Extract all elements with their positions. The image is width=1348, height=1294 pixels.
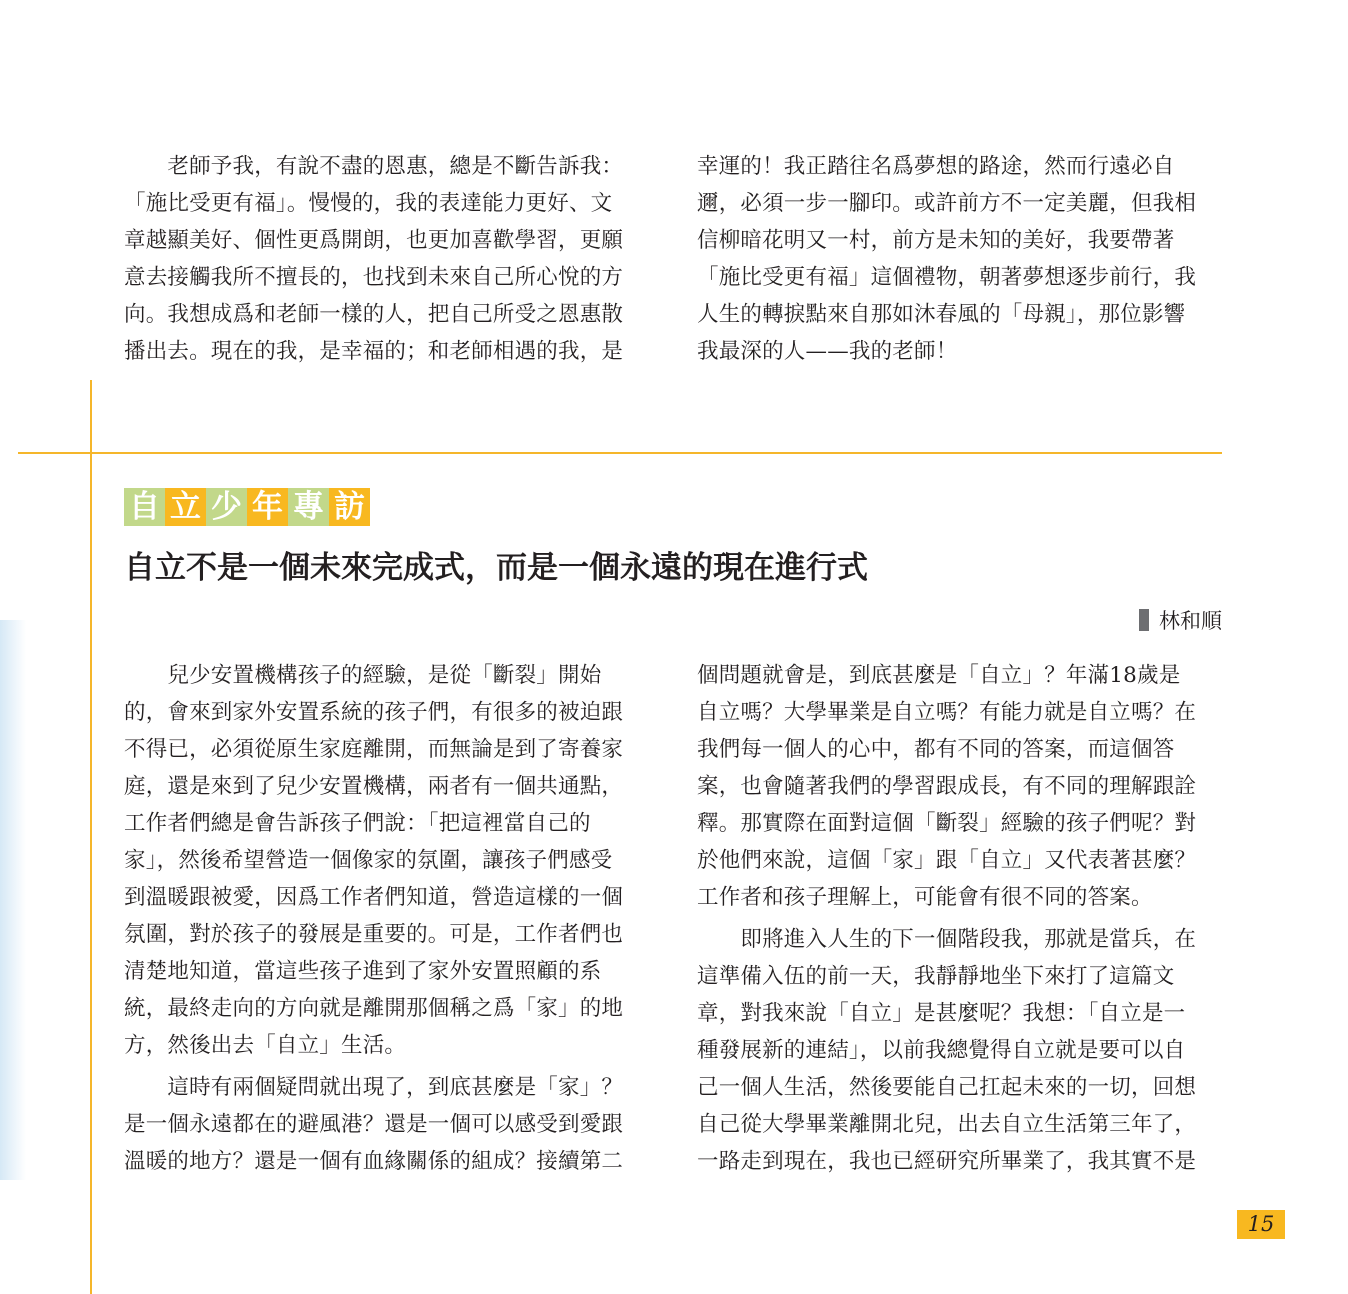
section-tag: [124, 488, 370, 526]
tag-char: 立: [165, 488, 206, 526]
author-name: 林和順: [1159, 609, 1222, 633]
paragraph: 兒少安置機構孩子的經驗，是從「斷裂」開始 的，會來到家外安置系統的孩子們，有很多的被迫跟 不得已，必須從原生家庭離開，而無論是到了寄養家 庭，還是來到了兒少安置機構，兩者有一個共通點， 工作者們總是會告訴孩子們說：「把這裡當自己的 家」，然後希望營造一個像家的氛圍，讓孩子們感受 到溫暖跟被愛，因爲工作者們知道，營造這樣的一個 氛圍，對於孩子的發展是重要的。可是，工作者們也 清楚地知道，當這些孩子進到了家外安置照顧的系 統，最終走向的方向就是離開那個稱之爲「家」的地 方，然後出去「自立」生活。: [124, 663, 624, 1058]
vertical-rule: [90, 380, 92, 1294]
paragraph: 老師予我，有說不盡的恩惠，總是不斷告訴我： 「施比受更有福」。慢慢的，我的表達能力更好、文 章越顯美好、個性更爲開朗，也更加喜歡學習，更願 意去接觸我所不擅長的，也找到未來自己所心悅的方 向。我想成爲和老師一樣的人，把自己所受之恩惠散 播出去。現在的我，是幸福的；和老師相遇的我，是: [124, 154, 624, 364]
paragraph: 個問題就會是，到底甚麼是「自立」？年滿18歲是 自立嗎？大學畢業是自立嗎？有能力就是自立嗎？在 我們每一個人的心中，都有不同的答案，而這個答 案，也會隨著我們的學習跟成長，有不同的理解跟詮 釋。那實際在面對這個「斷裂」經驗的孩子們呢？對 於他們來說，這個「家」跟「自立」又代表著甚麼？ 工作者和孩子理解上，可能會有很不同的答案。: [697, 663, 1197, 910]
top-left-column: [124, 148, 648, 370]
paragraph: 即將進入人生的下一個階段我，那就是當兵，在 這準備入伍的前一天，我靜靜地坐下來打了這篇文 章，對我來說「自立」是甚麼呢？我想：「自立是一 種發展新的連結」，以前我總覺得自立就是要可以自 己一個人生活，然後要能自己扛起未來的一切，回想 自己從大學畢業離開北兒，出去自立生活第三年了， 一路走到現在，我也已經研究所畢業了，我其實不是: [697, 927, 1197, 1174]
top-right-column: [697, 148, 1221, 370]
tag-char: 自: [124, 488, 165, 526]
tag-char: 訪: [329, 488, 370, 526]
tag-char: 少: [206, 488, 247, 526]
tag-char: 專: [288, 488, 329, 526]
left-edge-glow: [0, 620, 26, 1180]
tag-char: 年: [247, 488, 288, 526]
article-left-column: [124, 657, 648, 1180]
page-number: 15: [1237, 1210, 1285, 1239]
author-byline: [1139, 606, 1222, 634]
byline-bar-icon: [1139, 609, 1149, 631]
paragraph: 這時有兩個疑問就出現了，到底甚麼是「家」？ 是一個永遠都在的避風港？還是一個可以感受到愛跟 溫暖的地方？還是一個有血緣關係的組成？接續第二: [124, 1075, 624, 1174]
horizontal-rule: [18, 452, 1222, 454]
article-right-column: [697, 657, 1221, 1180]
paragraph: 幸運的！我正踏往名爲夢想的路途，然而行遠必自 邇，必須一步一腳印。或許前方不一定美麗，但我相 信柳暗花明又一村，前方是未知的美好，我要帶著 「施比受更有福」這個禮物，朝著夢想逐步前行，我 人生的轉捩點來自那如沐春風的「母親」，那位影響 我最深的人——我的老師！: [697, 154, 1197, 364]
article-headline: 自立不是一個未來完成式，而是一個永遠的現在進行式: [124, 550, 868, 586]
